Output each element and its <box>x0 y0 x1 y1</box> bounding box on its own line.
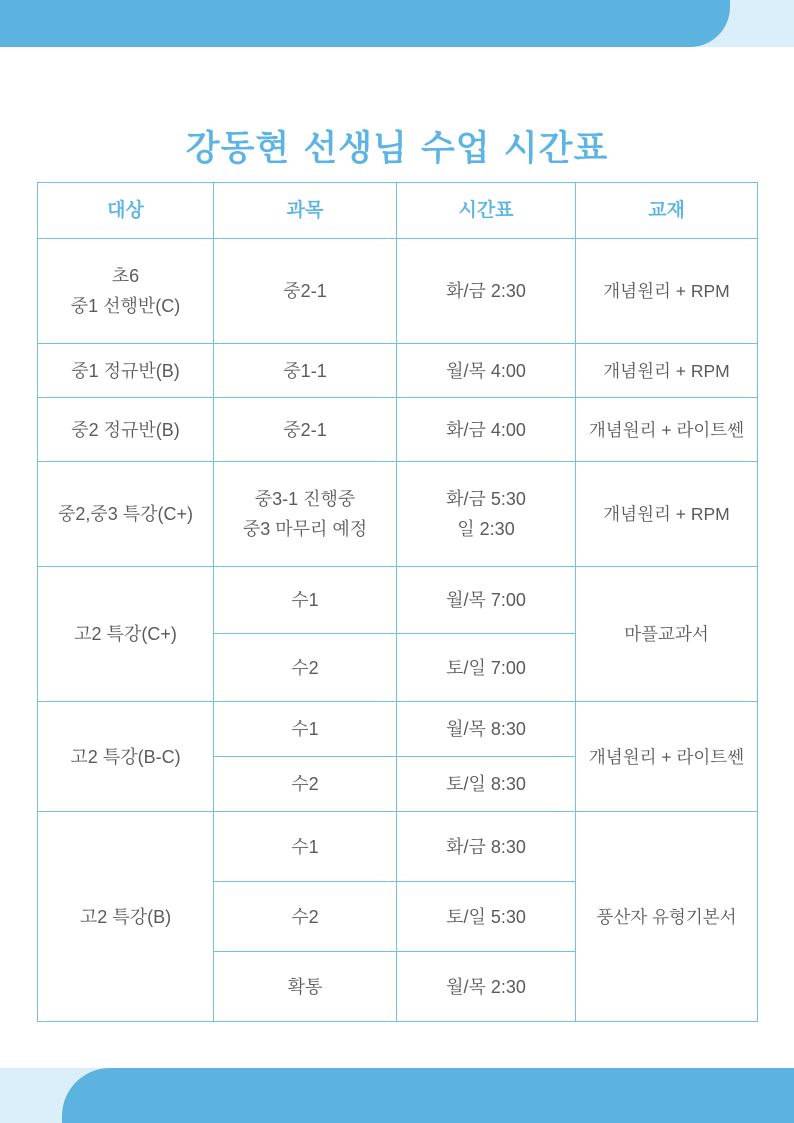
subject-cell: 중2-1 <box>214 398 397 462</box>
textbook-cell: 개념원리 + 라이트쎈 <box>576 702 758 812</box>
subject-cell: 수2 <box>214 882 397 952</box>
subject-cell: 확통 <box>214 952 397 1022</box>
schedule-table <box>37 182 758 1022</box>
header-textbook: 교재 <box>576 183 758 239</box>
subject-line: 중3-1 진행중 <box>254 489 356 509</box>
schedule-cell: 토/일 5:30 <box>397 882 576 952</box>
header-subject: 과목 <box>214 183 397 239</box>
target-line: 초6 <box>111 266 140 286</box>
table-row <box>38 344 758 398</box>
textbook-cell: 개념원리 + RPM <box>576 462 758 567</box>
top-banner <box>0 0 730 47</box>
page-title: 강동현 선생님 수업 시간표 <box>185 129 609 170</box>
target-cell: 중2,중3 특강(C+) <box>38 462 214 567</box>
schedule-cell: 월/목 2:30 <box>397 952 576 1022</box>
textbook-cell: 개념원리 + RPM <box>576 344 758 398</box>
textbook-cell: 개념원리 + RPM <box>576 239 758 344</box>
target-cell: 중2 정규반(B) <box>38 398 214 462</box>
subject-cell: 수1 <box>214 567 397 634</box>
table-row <box>38 567 758 634</box>
table-row <box>38 812 758 882</box>
subject-cell: 중2-1 <box>214 239 397 344</box>
subject-cell: 수1 <box>214 812 397 882</box>
table-row <box>38 462 758 567</box>
schedule-cell: 토/일 7:00 <box>397 634 576 702</box>
schedule-line: 화/금 5:30 <box>446 489 526 509</box>
schedule-cell <box>397 462 576 567</box>
subject-line: 중3 마무리 예정 <box>242 519 368 539</box>
table-row <box>38 239 758 344</box>
target-cell: 고2 특강(C+) <box>38 567 214 702</box>
textbook-cell: 개념원리 + 라이트쎈 <box>576 398 758 462</box>
subject-cell: 수1 <box>214 702 397 757</box>
target-cell: 고2 특강(B) <box>38 812 214 1022</box>
target-cell: 중1 정규반(B) <box>38 344 214 398</box>
bottom-banner <box>62 1068 794 1123</box>
textbook-cell: 풍산자 유형기본서 <box>576 812 758 1022</box>
schedule-cell: 화/금 8:30 <box>397 812 576 882</box>
schedule-cell: 월/목 4:00 <box>397 344 576 398</box>
textbook-cell: 마플교과서 <box>576 567 758 702</box>
schedule-cell: 토/일 8:30 <box>397 757 576 812</box>
table-row <box>38 398 758 462</box>
subject-cell <box>214 462 397 567</box>
table-header-row <box>38 183 758 239</box>
subject-cell: 수2 <box>214 634 397 702</box>
subject-cell: 중1-1 <box>214 344 397 398</box>
target-cell: 고2 특강(B-C) <box>38 702 214 812</box>
schedule-line: 일 2:30 <box>457 519 515 539</box>
target-cell <box>38 239 214 344</box>
schedule-cell: 월/목 8:30 <box>397 702 576 757</box>
schedule-cell: 화/금 2:30 <box>397 239 576 344</box>
target-line: 중1 선행반(C) <box>70 296 181 316</box>
schedule-cell: 화/금 4:00 <box>397 398 576 462</box>
table-row <box>38 702 758 757</box>
subject-cell: 수2 <box>214 757 397 812</box>
schedule-cell: 월/목 7:00 <box>397 567 576 634</box>
header-schedule: 시간표 <box>397 183 576 239</box>
header-target: 대상 <box>38 183 214 239</box>
